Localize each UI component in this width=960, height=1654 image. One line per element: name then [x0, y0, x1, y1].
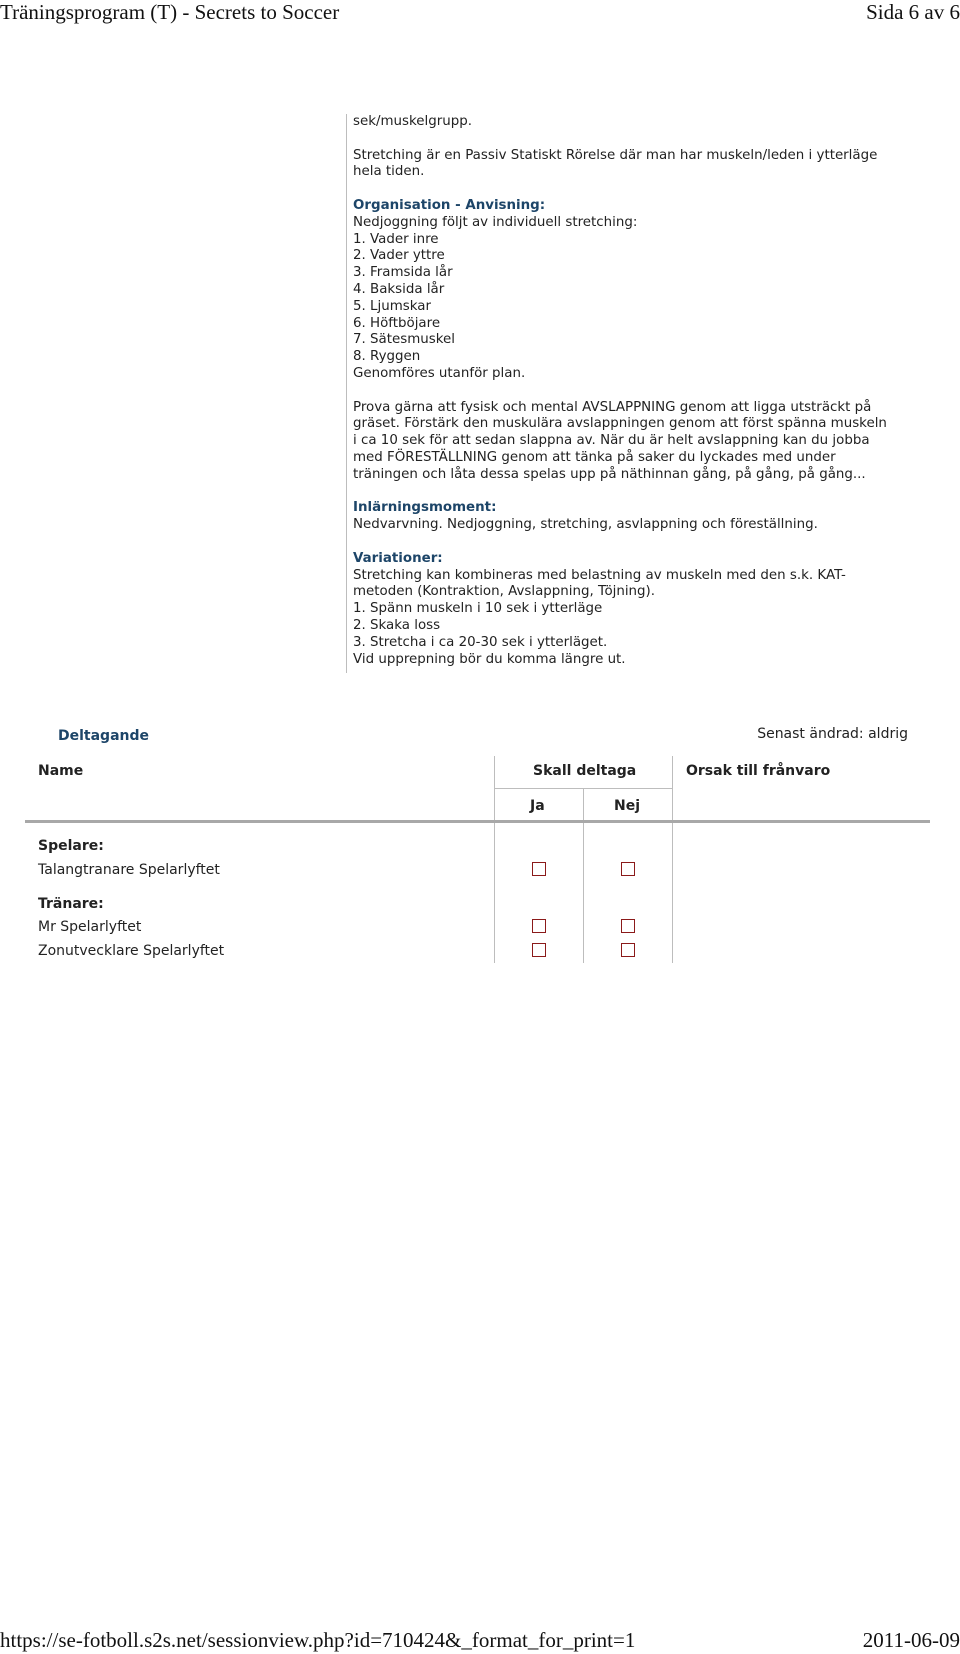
- page-url: https://se-fotboll.s2s.net/sessionview.php?id=710424&_format_for_print=1: [0, 1628, 636, 1652]
- variations-line: 1. Spänn muskeln i 10 sek i ytterläge: [353, 601, 603, 617]
- participant-name: Zonutvecklare Spelarlyftet: [38, 943, 225, 959]
- column-header-attend: Skall deltaga: [533, 763, 637, 779]
- page-number: Sida 6 av 6: [866, 0, 960, 24]
- participants-title: Deltagande: [58, 728, 150, 744]
- column-header-name: Name: [38, 763, 84, 779]
- variations-line: 2. Skaka loss: [353, 617, 441, 633]
- organisation-line: 8. Ryggen: [353, 349, 421, 365]
- learning-line: Nedvarvning. Nedjoggning, stretching, asvlappning och föreställning.: [353, 517, 818, 533]
- relaxation-line: gräset. Förstärk den muskulära avslappningen genom att först spänna muskeln: [353, 416, 887, 432]
- variations-line: Vid upprepning bör du komma längre ut.: [353, 651, 626, 667]
- attend-no-checkbox[interactable]: [621, 919, 635, 933]
- organisation-line: 6. Höftböjare: [353, 315, 441, 331]
- relaxation-line: Prova gärna att fysisk och mental AVSLAPPNING genom att ligga utsträckt på: [353, 399, 872, 415]
- organisation-line: Nedjoggning följt av individuell stretching:: [353, 214, 638, 230]
- stretching-definition-line: Stretching är en Passiv Statiskt Rörelse där man har muskeln/leden i ytterläge: [353, 147, 878, 163]
- organisation-line: 2. Vader yttre: [353, 248, 445, 264]
- column-header-yes: Ja: [530, 798, 545, 814]
- variations-heading: Variationer:: [353, 550, 443, 566]
- attend-yes-checkbox[interactable]: [532, 862, 546, 876]
- column-header-reason: Orsak till frånvaro: [686, 763, 831, 779]
- attend-yes-checkbox[interactable]: [532, 943, 546, 957]
- organisation-line: 1. Vader inre: [353, 231, 439, 247]
- last-changed-label: Senast ändrad: aldrig: [757, 726, 908, 742]
- relaxation-line: med FÖRESTÄLLNING genom att tänka på saker du lyckades med under: [353, 449, 836, 465]
- attend-no-checkbox[interactable]: [621, 943, 635, 957]
- column-header-no: Nej: [614, 798, 641, 814]
- learning-heading: Inlärningsmoment:: [353, 500, 497, 516]
- organisation-heading: Organisation - Anvisning:: [353, 197, 546, 213]
- document-title: Träningsprogram (T) - Secrets to Soccer: [0, 0, 340, 24]
- organisation-line: 7. Sätesmuskel: [353, 332, 455, 348]
- stretching-definition-line: hela tiden.: [353, 164, 425, 180]
- organisation-line: Genomföres utanför plan.: [353, 365, 526, 381]
- organisation-line: 5. Ljumskar: [353, 298, 431, 314]
- participant-name: Mr Spelarlyftet: [38, 919, 142, 935]
- group-label-coaches: Tränare:: [38, 896, 104, 912]
- divider: [583, 788, 584, 963]
- intro-line: sek/muskelgrupp.: [353, 114, 472, 129]
- divider: [494, 788, 672, 789]
- organisation-line: 4. Baksida lår: [353, 281, 445, 297]
- variations-line: Stretching kan kombineras med belastning av muskeln med den s.k. KAT-: [353, 567, 846, 583]
- group-label-players: Spelare:: [38, 838, 104, 854]
- attend-no-checkbox[interactable]: [621, 862, 635, 876]
- relaxation-line: träningen och låta dessa spelas upp på näthinnan gång, på gång, på gång...: [353, 466, 866, 482]
- header-divider: [25, 820, 930, 823]
- variations-line: 3. Stretcha i ca 20-30 sek i ytterläget.: [353, 634, 608, 650]
- variations-line: metoden (Kontraktion, Avslappning, Töjning).: [353, 584, 656, 600]
- participant-name: Talangtranare Spelarlyftet: [38, 862, 220, 878]
- organisation-line: 3. Framsida lår: [353, 265, 453, 281]
- relaxation-line: i ca 10 sek för att sedan slappna av. När du är helt avslappning kan du jobba: [353, 433, 870, 449]
- print-date: 2011-06-09: [862, 1628, 960, 1652]
- attend-yes-checkbox[interactable]: [532, 919, 546, 933]
- divider: [672, 756, 673, 963]
